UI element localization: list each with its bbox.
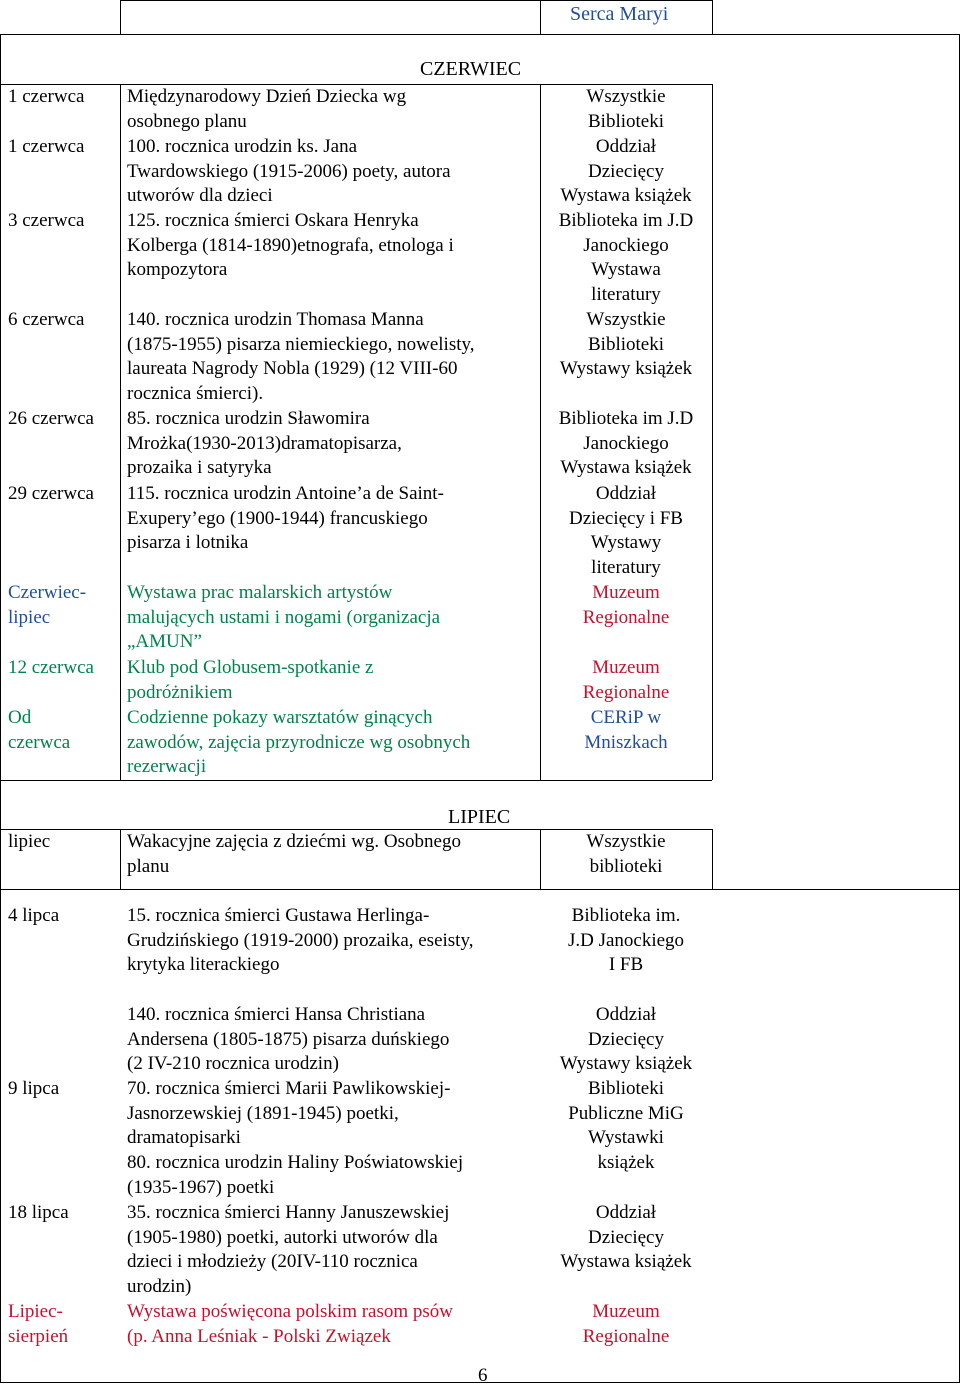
table-row-place: Biblioteka im J.D Janockiego Wystawa książek xyxy=(558,408,694,479)
table-row-event: Klub pod Globusem-spotkanie z podróżnikiem xyxy=(127,657,374,703)
table-row-place: Muzeum Regionalne xyxy=(582,1301,670,1347)
table-row-place: Oddział Dziecięcy Wystawy książek xyxy=(559,1004,693,1075)
top-strip-divider xyxy=(540,0,541,34)
table-row-place: Muzeum Regionalne xyxy=(582,582,670,628)
table-top-border xyxy=(0,34,960,35)
june-table-bottom xyxy=(0,780,712,781)
table-row-date: 6 czerwca xyxy=(8,309,85,330)
table-row-place: Oddział Dziecięcy Wystawa książek xyxy=(560,1202,692,1273)
table-row-event: 85. rocznica urodzin Sławomira Mrożka(1930-2013)dramatopisarza, prozaika i satyryka xyxy=(127,408,402,479)
table-row-event: 140. rocznica śmierci Hansa Christiana Andersena (1805-1875) pisarza duńskiego (2 IV-210 rocznica urodzin) xyxy=(127,1004,450,1075)
table-row-place: Biblioteka im. J.D Janockiego I FB xyxy=(567,905,685,976)
table-row-date: 4 lipca xyxy=(8,905,60,926)
july-divider xyxy=(0,889,960,890)
table-row-date: 29 czerwca xyxy=(8,483,94,504)
table-row-event: 35. rocznica śmierci Hanny Januszewskiej (1905-1980) poetki, autorki utworów dla dzieci i młodzieży (20IV-110 rocznica urodzin) xyxy=(127,1202,450,1298)
table-row-place: Wszystkie biblioteki xyxy=(586,831,666,877)
table-row-place: CERiP w Mniszkach xyxy=(584,707,668,753)
july-col-divider-3 xyxy=(712,829,713,889)
table-row-event: Wakacyjne zajęcia z dziećmi wg. Osobnego planu xyxy=(127,831,461,877)
table-row-event: 15. rocznica śmierci Gustawa Herlinga- Grudzińskiego (1919-2000) prozaika, eseisty, krytyka literackiego xyxy=(127,905,474,976)
top-strip-top-border xyxy=(120,0,712,1)
table-row-event: Codzienne pokazy warsztatów ginących zawodów, zajęcia przyrodnicze wg osobnych rezerwacji xyxy=(127,707,471,778)
table-row-event: 140. rocznica urodzin Thomasa Manna (1875-1955) pisarza niemieckiego, nowelisty, laureata Nagrody Nobla (1929) (12 VIII-60 rocznica śmierci). xyxy=(127,309,475,405)
page-number: 6 xyxy=(478,1365,488,1386)
table-row-event: 125. rocznica śmierci Oskara Henryka Kolberga (1814-1890)etnografa, etnologa i kompozytora xyxy=(127,210,454,281)
table-row-date: lipiec xyxy=(8,831,51,852)
header-label: Serca Maryi xyxy=(570,3,669,25)
table-row-date: 9 lipca xyxy=(8,1078,60,1099)
june-col-divider-3 xyxy=(712,84,713,780)
table-row-date: 26 czerwca xyxy=(8,408,94,429)
table-row-place: Biblioteki Publiczne MiG Wystawki książek xyxy=(568,1078,684,1174)
top-strip-left-border xyxy=(120,0,121,34)
table-row-place: Wszystkie Biblioteki xyxy=(586,86,666,132)
june-col-divider-1 xyxy=(120,84,121,780)
table-row-date: 1 czerwca xyxy=(8,136,85,157)
table-row-event: 100. rocznica urodzin ks. Jana Twardowskiego (1915-2006) poety, autora utworów dla dzieci xyxy=(127,136,451,207)
june-heading: CZERWIEC xyxy=(420,58,522,80)
table-row-place: Biblioteka im J.D Janockiego Wystawa literatury xyxy=(558,210,694,306)
table-row-date: 3 czerwca xyxy=(8,210,85,231)
table-left-border xyxy=(0,34,1,1382)
table-row-event: 115. rocznica urodzin Antoine’a de Saint- Exupery’ego (1900-1944) francuskiego pisarza i lotnika xyxy=(127,483,444,554)
july-heading: LIPIEC xyxy=(448,806,511,828)
table-row-date: Od czerwca xyxy=(8,707,71,753)
table-row-date: 1 czerwca xyxy=(8,86,85,107)
table-row-event: 70. rocznica śmierci Marii Pawlikowskiej- Jasnorzewskiej (1891-1945) poetki, dramatopisarki 80. rocznica urodzin Haliny Poświatowskiej (1935-1967) poetki xyxy=(127,1078,464,1198)
table-row-place: Oddział Dziecięcy Wystawa książek xyxy=(560,136,692,207)
table-row-place: Oddział Dziecięcy i FB Wystawy literatury xyxy=(569,483,683,579)
table-row-date: 12 czerwca xyxy=(8,657,94,678)
july-col-divider-2 xyxy=(540,829,541,889)
table-row-place: Wszystkie Biblioteki Wystawy książek xyxy=(559,309,693,380)
table-row-event: Wystawa prac malarskich artystów malujących ustami i nogami (organizacja „AMUN” xyxy=(127,582,441,653)
table-row-event: Wystawa poświęcona polskim rasom psów (p. Anna Leśniak - Polski Związek xyxy=(127,1301,454,1347)
july-col-divider-1 xyxy=(120,829,121,889)
table-row-event: Międzynarodowy Dzień Dziecka wg osobnego planu xyxy=(127,86,407,132)
table-row-date: 18 lipca xyxy=(8,1202,69,1223)
table-row-date: Lipiec- sierpień xyxy=(8,1301,69,1347)
june-col-divider-2 xyxy=(540,84,541,780)
table-row-place: Muzeum Regionalne xyxy=(582,657,670,703)
table-row-date: Czerwiec- lipiec xyxy=(8,582,87,628)
top-strip-right-border xyxy=(712,0,713,34)
